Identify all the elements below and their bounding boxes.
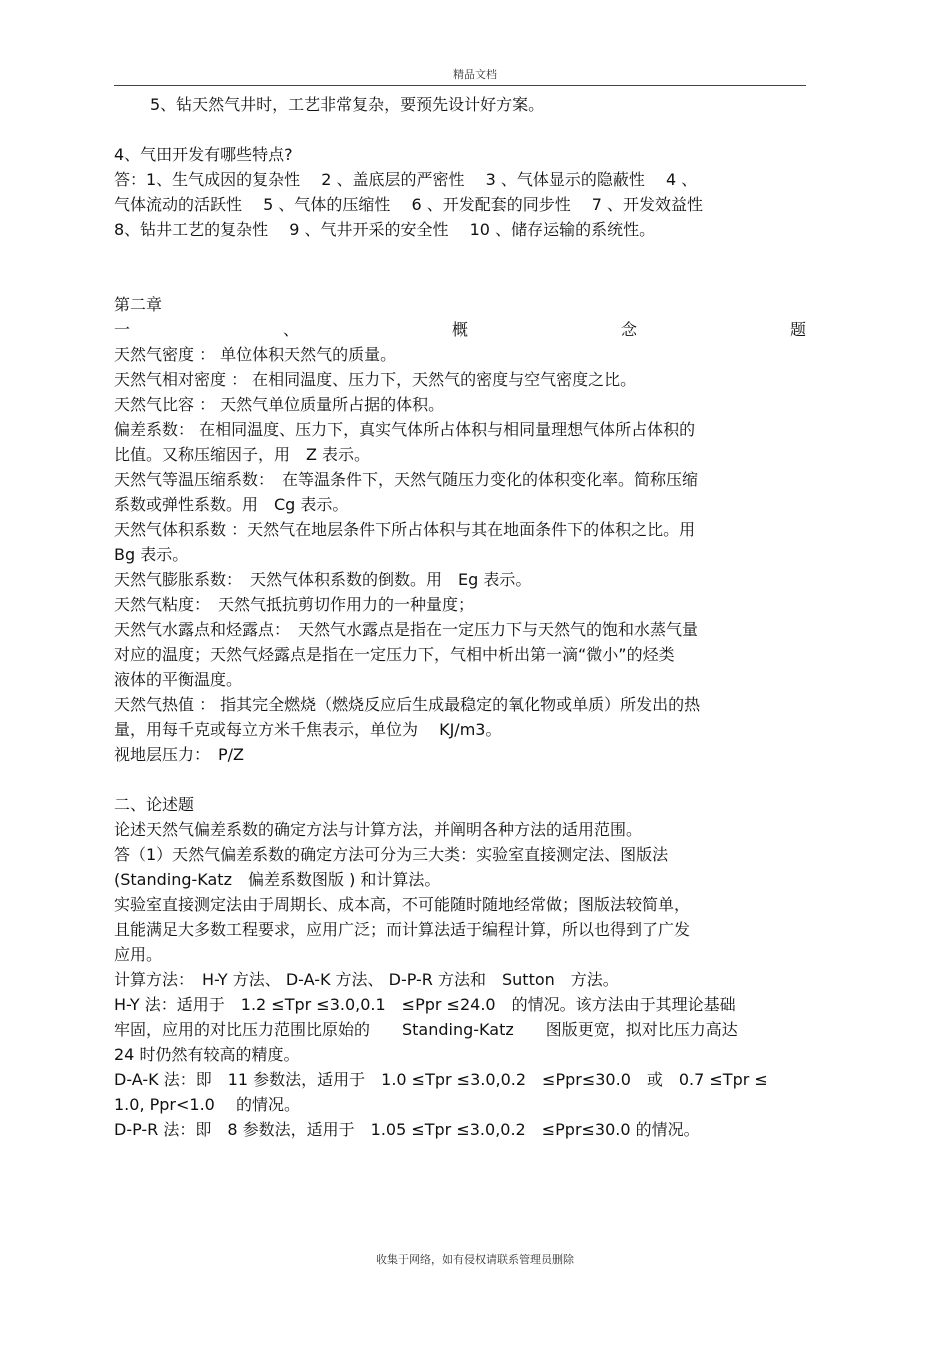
text-line: 天然气密度 ： 单位体积天然气的质量。: [114, 345, 397, 364]
text-line: 牢固，应用的对比压力范围比原始的 Standing-Katz 图版更宽，拟对比压力高达: [114, 1020, 738, 1039]
text-line: 对应的温度；天然气烃露点是指在一定压力下，气相中析出第一滴“微小”的烃类: [114, 645, 675, 664]
text-line: D-P-R 法：即 8 参数法，适用于 1.05 ≤Tpr ≤3.0,0.2 ≤Ppr≤30.0 的情况。: [114, 1120, 700, 1139]
text-line: H-Y 法：适用于 1.2 ≤Tpr ≤3.0,0.1 ≤Ppr ≤24.0 的情况。该方法由于其理论基础: [114, 995, 736, 1014]
text-line: 应用。: [114, 945, 163, 964]
text-line: (Standing-Katz 偏差系数图版 ) 和计算法。: [114, 870, 441, 889]
page-footer: 收集于网络，如有侵权请联系管理员删除: [376, 1253, 574, 1266]
document-body: [114, 92, 814, 1142]
page-header: 精品文档: [453, 68, 497, 81]
text-line: 天然气比容 ： 天然气单位质量所占据的体积。: [114, 395, 445, 414]
text-line: 论述天然气偏差系数的确定方法与计算方法，并阐明各种方法的适用范围。: [114, 820, 643, 839]
heading-char: 概: [451, 320, 468, 339]
question-heading: 4、气田开发有哪些特点?: [114, 145, 293, 164]
text-line: 天然气水露点和烃露点： 天然气水露点是指在一定压力下与天然气的饱和水蒸气量: [114, 620, 699, 639]
text-line: 24 时仍然有较高的精度。: [114, 1045, 300, 1064]
text-line: 天然气粘度： 天然气抵抗剪切作用力的一种量度；: [114, 595, 475, 614]
section-heading-concepts: [114, 317, 806, 342]
text-line: 系数或弹性系数。用 Cg 表示。: [114, 495, 349, 514]
text-line: 天然气体积系数 ：天然气在地层条件下所占体积与其在地面条件下的体积之比。用: [114, 520, 696, 539]
text-line: 实验室直接测定法由于周期长、成本高，不可能随时随地经常做；图版法较简单，: [114, 895, 691, 914]
text-line: 天然气相对密度 ： 在相同温度、压力下，天然气的密度与空气密度之比。: [114, 370, 637, 389]
text-line: 天然气热值 ： 指其完全燃烧（燃烧反应后生成最稳定的氧化物或单质）所发出的热: [114, 695, 701, 714]
text-line: 且能满足大多数工程要求，应用广泛；而计算法适于编程计算，所以也得到了广发: [114, 920, 691, 939]
text-line: 5、钻天然气井时，工艺非常复杂，要预先设计好方案。: [150, 95, 545, 114]
text-line: 8、钻井工艺的复杂性 9 、气井开采的安全性 10 、储存运输的系统性。: [114, 220, 656, 239]
text-line: Bg 表示。: [114, 545, 189, 564]
heading-char: 一: [114, 320, 131, 339]
heading-char: 念: [620, 320, 637, 339]
text-line: 计算方法： H-Y 方法、 D-A-K 方法、 D-P-R 方法和 Sutton 方法。: [114, 970, 619, 989]
text-line: 答（1）天然气偏差系数的确定方法可分为三大类：实验室直接测定法、图版法: [114, 845, 669, 864]
text-line: 比值。又称压缩因子，用 Z 表示。: [114, 445, 371, 464]
text-line: 液体的平衡温度。: [114, 670, 243, 689]
text-line: 1.0, Ppr<1.0 的情况。: [114, 1095, 300, 1114]
text-line: D-A-K 法：即 11 参数法，适用于 1.0 ≤Tpr ≤3.0,0.2 ≤Ppr≤30.0 或 0.7 ≤Tpr ≤: [114, 1070, 768, 1089]
text-line: 天然气膨胀系数： 天然气体积系数的倒数。用 Eg 表示。: [114, 570, 532, 589]
chapter-heading: 第二章: [114, 295, 163, 314]
header-rule: [114, 85, 806, 86]
text-line: 天然气等温压缩系数： 在等温条件下，天然气随压力变化的体积变化率。简称压缩: [114, 470, 699, 489]
text-line: 视地层压力： P/Z: [114, 745, 245, 764]
text-line: 量，用每千克或每立方米千焦表示，单位为 KJ/m3。: [114, 720, 502, 739]
text-line: 答：1、生气成因的复杂性 2 、盖底层的严密性 3 、气体显示的隐蔽性 4 、: [114, 170, 698, 189]
text-line: 气体流动的活跃性 5 、气体的压缩性 6 、开发配套的同步性 7 、开发效益性: [114, 195, 704, 214]
heading-char: 、: [282, 320, 299, 339]
heading-char: 题: [789, 320, 806, 339]
section-heading-essay: 二、论述题: [114, 795, 195, 814]
text-line: 偏差系数： 在相同温度、压力下，真实气体所占体积与相同量理想气体所占体积的: [114, 420, 696, 439]
